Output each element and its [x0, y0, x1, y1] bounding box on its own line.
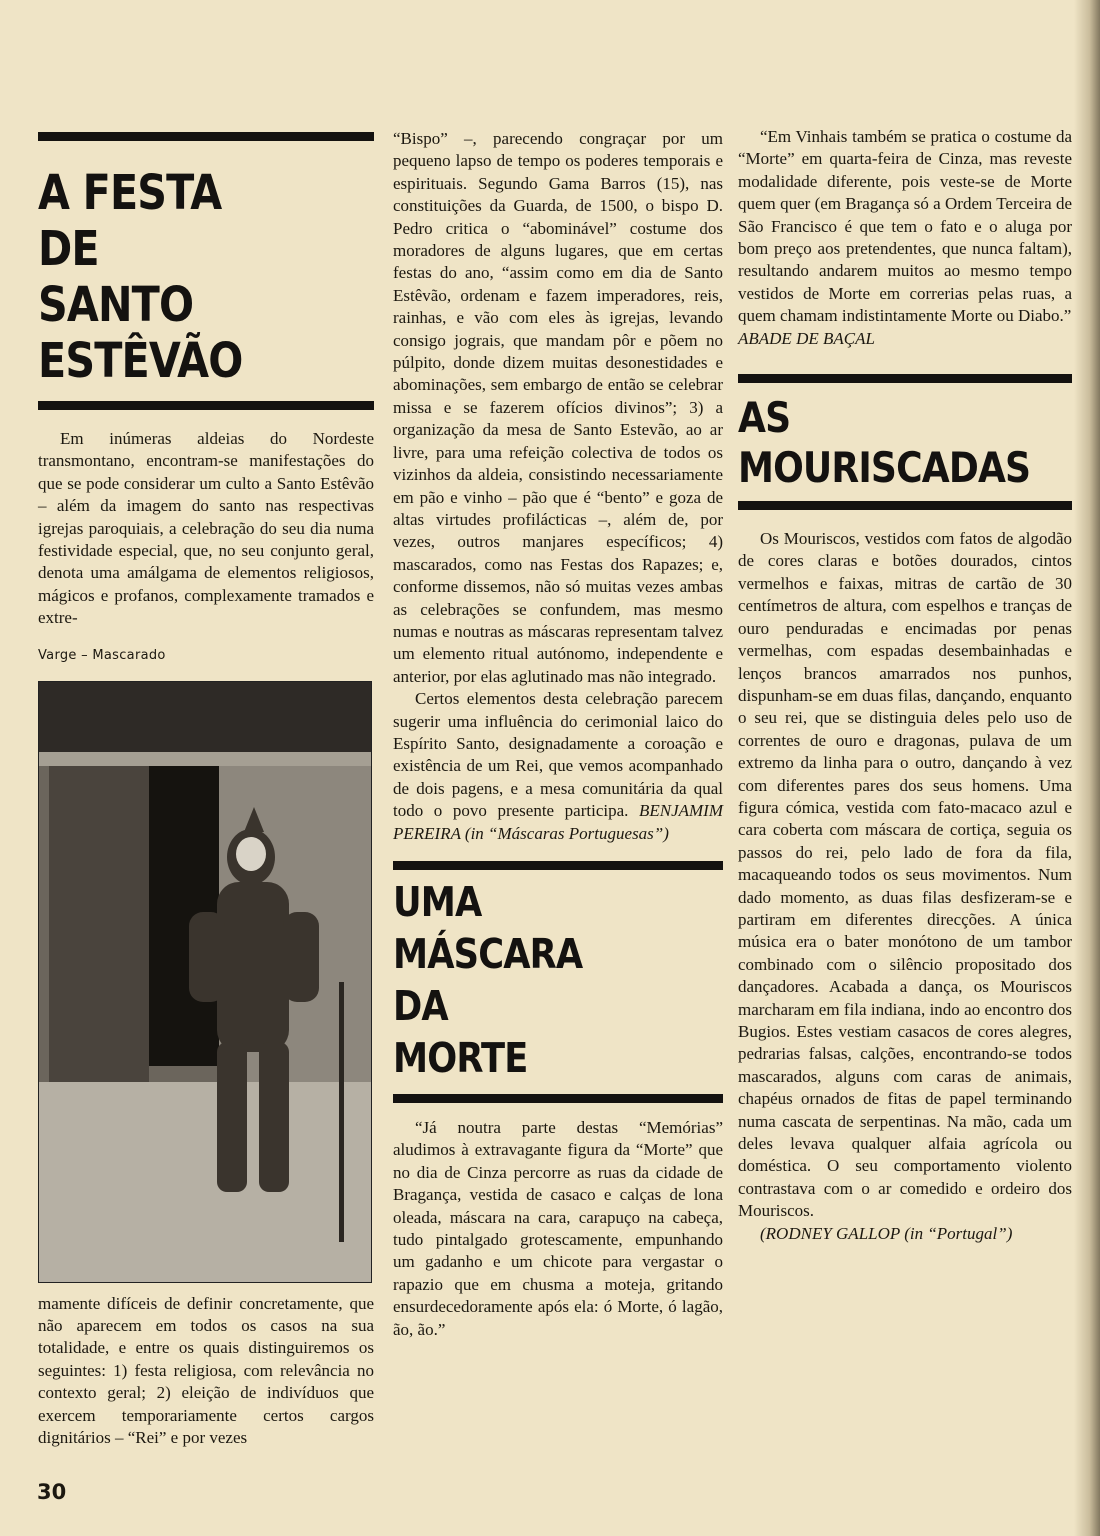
article-title-santo-estevao	[38, 165, 327, 389]
title-line: DE	[38, 221, 99, 277]
title-line: A FESTA	[38, 165, 222, 221]
column-left	[38, 132, 374, 1450]
title-line: ESTÊVÃO	[38, 333, 243, 389]
title-rule-bottom	[38, 401, 374, 410]
article-title-mascara-da-morte	[393, 876, 677, 1084]
article-paragraph: “Já noutra parte destas “Memórias” aludimos à extravagante figura da “Morte” que no dia de Cinza percorre as ruas da cidade de Bragança, vestida de casaco e calças de lona oleada, máscara na cara, carapuço na cabeça, tudo pintalgado grotescamente, empunhando um gadanho e um chicote para vergastar o rapazio que em chusma a moteja, gritando ensurdecedoramente após ela: ó Morte, ó lagão, ão, ão.”	[393, 1118, 723, 1339]
title-rule-bottom	[393, 1094, 723, 1103]
title-line: SANTO	[38, 277, 194, 333]
photo-illustration	[39, 682, 371, 1282]
title-line: AS	[738, 393, 791, 443]
title-rule-bottom	[738, 501, 1072, 510]
title-rule-top	[38, 132, 374, 141]
article-paragraph	[393, 688, 723, 845]
article-paragraph: “Em Vinhais também se pratica o costume da “Morte” em quarta-feira de Cinza, mas reveste modalidade diferente, pois veste-se de Morte quem quer (em Bragança só a Ordem Terceira de São Francisco é que tem o fato e o aluga por bom preço aos pretendentes, que nunca faltam), resultando andarem muitos ao mesmo tempo vestidos de Morte em correrias pelas ruas, a quem chamam indistintamente Morte ou Diabo.”	[738, 127, 1072, 326]
column-right	[738, 126, 1072, 1245]
title-line: MORTE	[393, 1034, 528, 1082]
column-middle	[393, 128, 723, 1341]
article-paragraph-continued: “Bispo” –, parecendo congraçar por um pequeno lapso de tempo os poderes temporais e espirituais. Segundo Gama Barros (15), nas constituições da Guarda, de 1500, o bispo D. Pedro critica o “abominável” costume dos moradores de alguns lugares, que em certas festas do ano, “assim como em dia de Santo Estêvão, ordenam e fazem imperadores, reis, rainhas, e vão com eles às igrejas, levando consigo jograis, que mandam pôr e põem no púlpito, donde dizem muitas desonestidades e abominações, sem embargo de então se celebrar missa e se fazerem ofícios divinos”; 3) a organização da mesa de Santo Estevão, ao ar livre, para uma refeição colectiva de todos os vizinhos da aldeia, consistindo necessariamente em pão e vinho – pão que é “bento” e goza de altas virtudes profilácticas –, além de, por vezes, outros manjares específicos; 4) mascarados, como nas Festas dos Rapazes; e, conforme dissemos, não só muitas vezes ambas as celebrações se confundem, mas mesmo numas e noutras as máscaras representam talvez um elemento ritual autónomo, independente e anterior, por elas aglutinado mas não integrado.	[393, 129, 723, 686]
photo-caption: Varge – Mascarado	[38, 647, 166, 663]
title-line: MOURISCADAS	[738, 443, 1031, 493]
page-edge-shadow	[1074, 0, 1100, 1536]
source-citation: BENJAMIM PEREIRA (in “Máscaras Portuguesas”)	[393, 801, 723, 843]
paragraph-text: Certos elementos desta celebração parecem sugerir uma influência do cerimonial laico do Espírito Santo, designadamente a coroação e existência de um Rei, que vemos acompanhado de dois pagens, e a mesa comunitária da qual todo o povo presente participa.	[393, 689, 723, 821]
title-line: UMA MÁSCARA	[393, 878, 583, 978]
article-paragraph: Os Mouriscos, vestidos com fatos de algodão de cores claras e botões dourados, cintos vermelhos e faixas, mitras de cartão de 30 centímetros de altura, com espelhos e tranças de ouro penduradas e encimadas por penas vermelhas, com espadas desembainhadas e lenços brancos amarrados nos punhos, dispunham-se em duas filas, dançando, enquanto o seu rei, que se distinguia deles pelo uso de correntes de ouro e dragonas, pulava de um extremo da linha para o outro, dançando à vez com diferentes pares dos seus homens. Uma figura cómica, vestida com fato-macaco azul e cara coberta com máscara de cortiça, seguia os passos do rei, pelo lado de fora da fila, macaqueando todos os seus movimentos. Num dado momento, as duas filas desfizeram-se e partiram em diferentes direcções. A única música era o bater monótono de um tambor combinado com o silêncio propositado dos dançadores. Acabada a dança, os Mouriscos marcharam em fila indiana, indo ao encontro dos Bugios. Estes vestiam casacos de cores alegres, pedrarias falsas, calções, encontrando-se todos mascarados, alguns com caras de animais, chapéus ornados de fitas de papel terminando numa cascata de serpentinas. Na mão, cada um deles levava qualquer alfaia agrícola ou doméstica. O seu comportamento violento contrastava com o ar comedido e ordeiro dos Mouriscos.	[738, 529, 1072, 1221]
article-title-mouriscadas	[738, 393, 1031, 493]
source-citation: (RODNEY GALLOP (in “Portugal”)	[760, 1223, 1013, 1243]
title-line: DA	[393, 982, 448, 1030]
title-rule-top	[738, 374, 1072, 383]
masked-figure-photo	[38, 681, 372, 1283]
page-number: 30	[37, 1480, 67, 1504]
article-intro: Em inúmeras aldeias do Nordeste transmontano, encontram-se manifestações do que se pode considerar um culto a Santo Estêvão – além da imagem do santo nas respectivas igrejas paroquiais, a celebração do seu dia numa festividade especial, que, no seu conjunto geral, denota uma amálgama de elementos religiosos, mágicos e profanos, complexamente tramados e extre-	[38, 429, 374, 628]
source-citation: ABADE DE BAÇAL	[738, 328, 875, 348]
title-rule-top	[393, 861, 723, 870]
article-continuation: mamente difíceis de definir concretamente, que não aparecem em todos os casos na sua totalidade, e entre os quais distinguiremos os seguintes: 1) festa religiosa, com relevância no contexto geral; 2) eleição de indivíduos que exercem temporariamente certos cargos dignitários – “Rei” e por vezes	[38, 1293, 374, 1448]
